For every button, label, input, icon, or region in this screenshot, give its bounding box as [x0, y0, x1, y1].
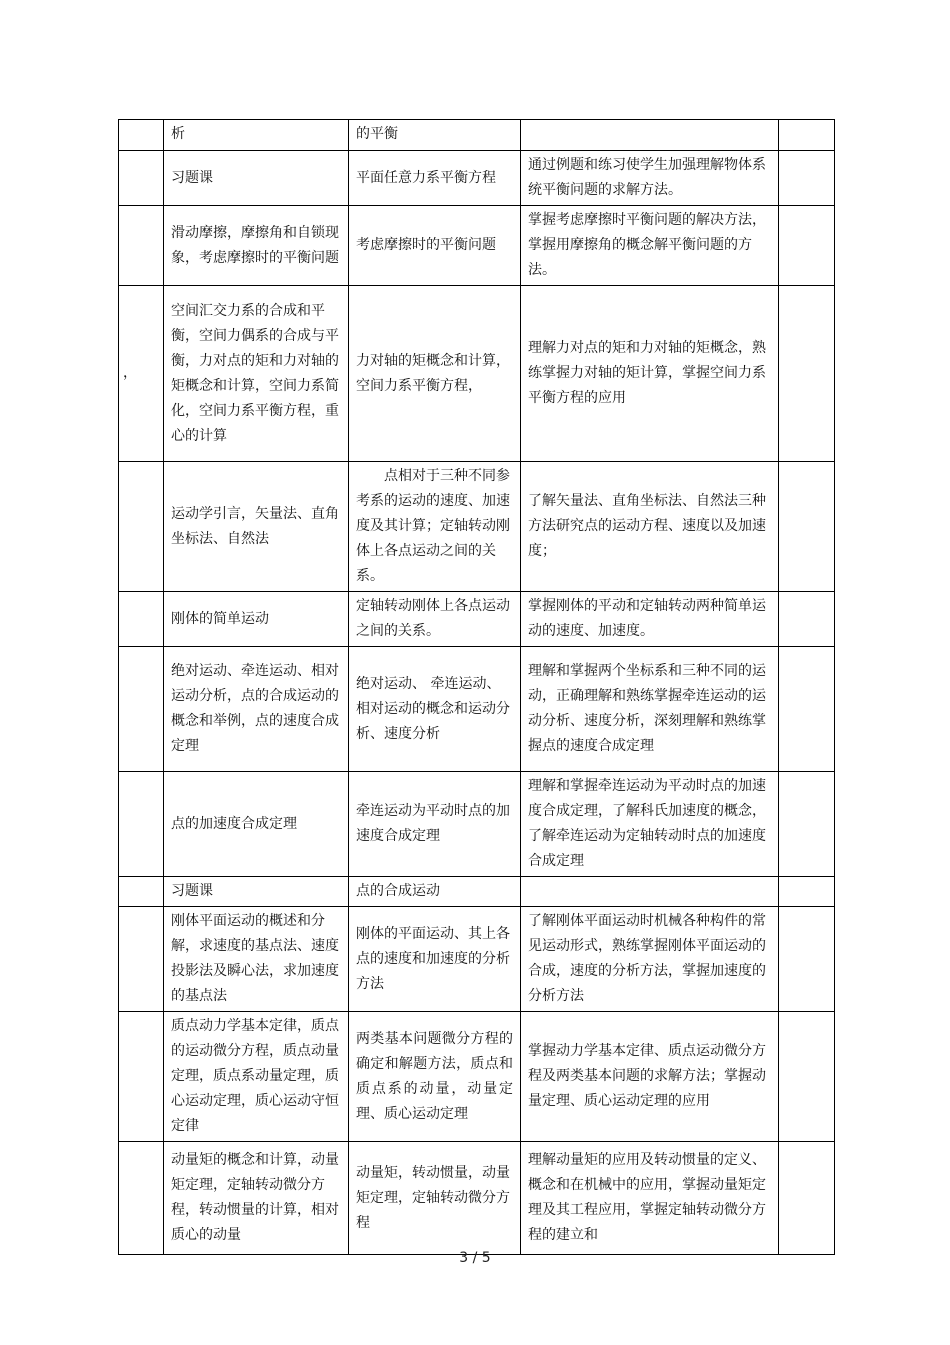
cell-key-points: 两类基本问题微分方程的确定和解题方法，质点和质点系的动量，动量定理、质心运动定理: [349, 1012, 521, 1142]
table-row: [119, 462, 835, 592]
table-row: [119, 592, 835, 647]
cell-notes: [779, 1142, 835, 1255]
table-row: [119, 120, 835, 151]
cell-notes: [779, 592, 835, 647]
cell-topic: 习题课: [164, 151, 349, 206]
cell-topic: 动量矩的概念和计算，动量矩定理，定轴转动微分方程，转动惯量的计算，相对质心的动量: [164, 1142, 349, 1255]
cell-objectives: 掌握考虑摩擦时平衡问题的解决方法，掌握用摩擦角的概念解平衡问题的方法。: [521, 206, 779, 286]
cell-notes: [779, 907, 835, 1012]
cell-key-points: 定轴转动刚体上各点运动之间的关系。: [349, 592, 521, 647]
cell-index: [119, 1012, 164, 1142]
cell-index: [119, 151, 164, 206]
cell-key-points: 点相对于三种不同参考系的运动的速度、加速度及其计算；定轴转动刚体上各点运动之间的关系。: [349, 462, 521, 592]
cell-objectives: 理解动量矩的应用及转动惯量的定义、概念和在机械中的应用，掌握动量矩定理及其工程应用，掌握定轴转动微分方程的建立和: [521, 1142, 779, 1255]
cell-topic: 点的加速度合成定理: [164, 772, 349, 877]
table-row: [119, 647, 835, 772]
cell-index: [119, 462, 164, 592]
table-row: [119, 1142, 835, 1255]
cell-notes: [779, 647, 835, 772]
cell-topic: 析: [164, 120, 349, 151]
cell-key-points: 平面任意力系平衡方程: [349, 151, 521, 206]
syllabus-table: [118, 119, 835, 1255]
cell-index: [119, 772, 164, 877]
cell-topic: 习题课: [164, 877, 349, 907]
cell-objectives: 理解和掌握两个坐标系和三种不同的运动，正确理解和熟练掌握牵连运动的运动分析、速度分析，深刻理解和熟练掌握点的速度合成定理: [521, 647, 779, 772]
cell-objectives: 理解力对点的矩和力对轴的矩概念，熟练掌握力对轴的矩计算，掌握空间力系平衡方程的应用: [521, 286, 779, 462]
cell-topic: 刚体平面运动的概述和分解，求速度的基点法、速度投影法及瞬心法，求加速度的基点法: [164, 907, 349, 1012]
cell-notes: [779, 120, 835, 151]
cell-key-points: 动量矩，转动惯量，动量矩定理，定轴转动微分方程: [349, 1142, 521, 1255]
cell-objectives: 了解刚体平面运动时机械各种构件的常见运动形式，熟练掌握刚体平面运动的合成，速度的分析方法，掌握加速度的分析方法: [521, 907, 779, 1012]
cell-key-points: 绝对运动、 牵连运动、相对运动的概念和运动分析、速度分析: [349, 647, 521, 772]
cell-objectives: [521, 120, 779, 151]
cell-index: [119, 120, 164, 151]
table-row: [119, 772, 835, 877]
cell-objectives: 掌握刚体的平动和定轴转动两种简单运动的速度、加速度。: [521, 592, 779, 647]
cell-objectives: 理解和掌握牵连运动为平动时点的加速度合成定理，了解科氏加速度的概念，了解牵连运动为定轴转动时点的加速度合成定理: [521, 772, 779, 877]
cell-topic: 质点动力学基本定律，质点的运动微分方程，质点动量定理，质点系动量定理，质心运动定理，质心运动守恒定律: [164, 1012, 349, 1142]
cell-notes: [779, 286, 835, 462]
table-row: [119, 286, 835, 462]
cell-objectives: 了解矢量法、直角坐标法、自然法三种方法研究点的运动方程、速度以及加速度；: [521, 462, 779, 592]
cell-topic: 绝对运动、牵连运动、相对运动分析，点的合成运动的概念和举例，点的速度合成定理: [164, 647, 349, 772]
cell-key-points: 牵连运动为平动时点的加速度合成定理: [349, 772, 521, 877]
table-row: [119, 206, 835, 286]
table-row: [119, 151, 835, 206]
cell-key-points: 刚体的平面运动、其上各点的速度和加速度的分析方法: [349, 907, 521, 1012]
cell-key-points: 力对轴的矩概念和计算，空间力系平衡方程，: [349, 286, 521, 462]
cell-topic: 空间汇交力系的合成和平衡，空间力偶系的合成与平衡，力对点的矩和力对轴的矩概念和计算，空间力系简化，空间力系平衡方程，重心的计算: [164, 286, 349, 462]
cell-index: [119, 592, 164, 647]
table-row: [119, 907, 835, 1012]
cell-index: [119, 1142, 164, 1255]
cell-index: [119, 647, 164, 772]
cell-key-points: 的平衡: [349, 120, 521, 151]
page-number: 3 / 5: [459, 1250, 491, 1266]
cell-index: [119, 206, 164, 286]
cell-objectives: 通过例题和练习使学生加强理解物体系统平衡问题的求解方法。: [521, 151, 779, 206]
cell-index: ，: [119, 286, 164, 462]
cell-index: [119, 877, 164, 907]
cell-notes: [779, 206, 835, 286]
cell-topic: 运动学引言，矢量法、直角坐标法、自然法: [164, 462, 349, 592]
cell-index: [119, 907, 164, 1012]
cell-topic: 刚体的简单运动: [164, 592, 349, 647]
cell-objectives: [521, 877, 779, 907]
cell-notes: [779, 772, 835, 877]
cell-key-points: 点的合成运动: [349, 877, 521, 907]
cell-notes: [779, 462, 835, 592]
cell-key-points: 考虑摩擦时的平衡问题: [349, 206, 521, 286]
cell-notes: [779, 877, 835, 907]
table-row: [119, 1012, 835, 1142]
table-row: [119, 877, 835, 907]
cell-notes: [779, 1012, 835, 1142]
cell-objectives: 掌握动力学基本定律、质点运动微分方程及两类基本问题的求解方法；掌握动量定理、质心运动定理的应用: [521, 1012, 779, 1142]
cell-notes: [779, 151, 835, 206]
cell-topic: 滑动摩擦，摩擦角和自锁现象，考虑摩擦时的平衡问题: [164, 206, 349, 286]
